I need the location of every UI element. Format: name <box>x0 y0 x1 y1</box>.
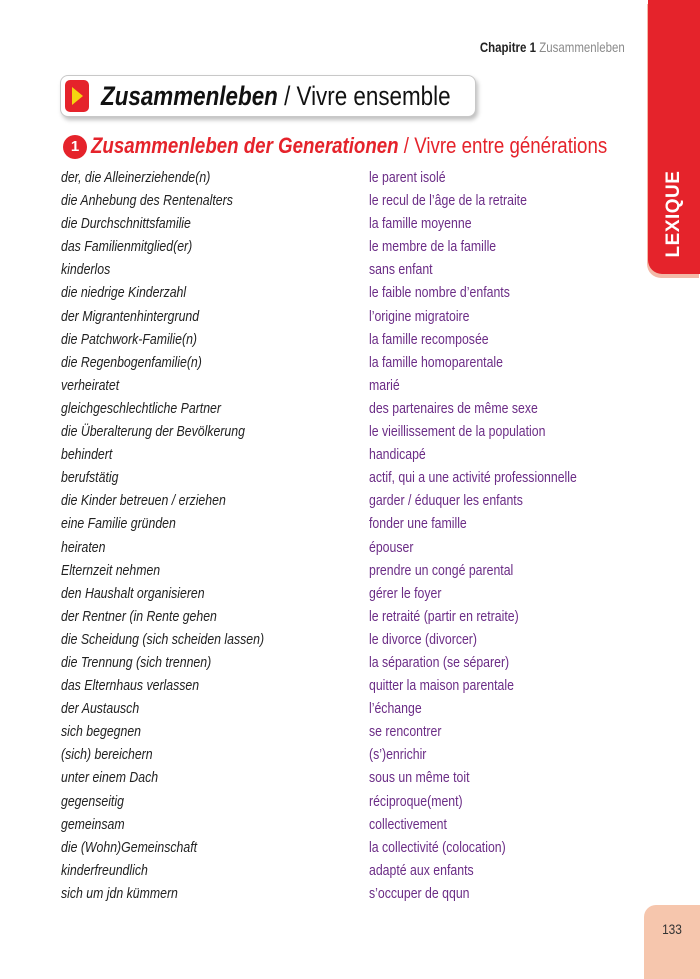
german-term: sich um jdn kümmern <box>61 884 178 902</box>
german-term: gemeinsam <box>61 815 125 833</box>
french-translation: (s’)enrichir <box>369 746 427 764</box>
german-term: gleichgeschlechtliche Partner <box>61 399 222 417</box>
vocab-row <box>0 539 640 562</box>
french-translation: adapté aux enfants <box>369 861 474 879</box>
vocab-row <box>0 423 640 446</box>
french-translation: la famille recomposée <box>369 330 489 348</box>
vocab-row <box>0 377 640 400</box>
french-translation: l’origine migratoire <box>369 307 470 325</box>
german-term: die niedrige Kinderzahl <box>61 284 187 302</box>
german-term: der Austausch <box>61 700 140 718</box>
vocab-row <box>0 308 640 331</box>
vocab-row <box>0 700 640 723</box>
french-translation: s’occuper de qqun <box>369 884 470 902</box>
german-term: das Elternhaus verlassen <box>61 677 200 695</box>
side-tab-label: LEXIQUE <box>663 170 684 258</box>
play-arrow-icon <box>65 80 89 112</box>
vocab-row <box>0 284 640 307</box>
vocab-row <box>0 400 640 423</box>
french-translation: le vieillissement de la population <box>369 423 546 441</box>
german-term: die Scheidung (sich scheiden lassen) <box>61 630 265 648</box>
section-title-french: / Vivre entre générations <box>403 133 608 158</box>
french-translation: des partenaires de même sexe <box>369 399 538 417</box>
vocab-row <box>0 192 640 215</box>
page-number: 133 <box>662 921 682 937</box>
german-term: sich begegnen <box>61 723 142 741</box>
chapter-header <box>480 39 625 55</box>
german-term: eine Familie gründen <box>61 515 176 533</box>
french-translation: l’échange <box>369 700 422 718</box>
vocab-row <box>0 746 640 769</box>
french-translation: prendre un congé parental <box>369 561 514 579</box>
french-translation: marié <box>369 376 400 394</box>
french-translation: le faible nombre d’enfants <box>369 284 510 302</box>
german-term: unter einem Dach <box>61 769 159 787</box>
french-translation: le divorce (divorcer) <box>369 630 478 648</box>
german-term: den Haushalt organisieren <box>61 584 205 602</box>
section-title-german: Zusammenleben der Generationen <box>91 133 399 158</box>
french-translation: la famille homoparentale <box>369 353 504 371</box>
vocab-row <box>0 769 640 792</box>
vocab-row <box>0 631 640 654</box>
page-number-tab <box>644 905 700 979</box>
vocab-row <box>0 608 640 631</box>
page-title-box <box>60 75 476 117</box>
vocab-row <box>0 677 640 700</box>
french-translation: collectivement <box>369 815 447 833</box>
page-title <box>101 81 451 112</box>
german-term: Elternzeit nehmen <box>61 561 161 579</box>
german-term: das Familienmitglied(er) <box>61 238 193 256</box>
page-title-french: / Vivre ensemble <box>284 81 451 111</box>
vocab-row <box>0 169 640 192</box>
french-translation: sous un même toit <box>369 769 470 787</box>
german-term: berufstätig <box>61 469 119 487</box>
vocab-row <box>0 723 640 746</box>
german-term: die Kinder betreuen / erziehen <box>61 492 226 510</box>
german-term: der, die Alleinerziehende(n) <box>61 169 211 186</box>
french-translation: le membre de la famille <box>369 238 497 256</box>
german-term: die Durchschnittsfamilie <box>61 215 191 233</box>
vocab-row <box>0 331 640 354</box>
french-translation: fonder une famille <box>369 515 467 533</box>
vocab-row <box>0 354 640 377</box>
german-term: heiraten <box>61 538 106 556</box>
german-term: der Rentner (in Rente gehen <box>61 607 217 625</box>
french-translation: se rencontrer <box>369 723 442 741</box>
vocab-row <box>0 446 640 469</box>
section-number-badge: 1 <box>63 135 87 159</box>
german-term: die Regenbogenfamilie(n) <box>61 353 202 371</box>
french-translation: épouser <box>369 538 414 556</box>
vocab-row <box>0 585 640 608</box>
vocabulary-list <box>0 169 640 908</box>
french-translation: la séparation (se séparer) <box>369 653 510 671</box>
french-translation: le recul de l’âge de la retraite <box>369 192 527 210</box>
vocab-row <box>0 862 640 885</box>
vocab-row <box>0 654 640 677</box>
french-translation: la famille moyenne <box>369 215 472 233</box>
french-translation: quitter la maison parentale <box>369 677 514 695</box>
german-term: kinderlos <box>61 261 111 279</box>
french-translation: actif, qui a une activité professionnelle <box>369 469 577 487</box>
german-term: die (Wohn)Gemeinschaft <box>61 838 198 856</box>
page-title-german: Zusammenleben <box>101 81 278 111</box>
german-term: kinderfreundlich <box>61 861 148 879</box>
french-translation: le parent isolé <box>369 169 446 186</box>
vocab-row <box>0 238 640 261</box>
french-translation: la collectivité (colocation) <box>369 838 506 856</box>
vocab-row <box>0 215 640 238</box>
french-translation: sans enfant <box>369 261 433 279</box>
lexique-side-tab <box>648 0 700 274</box>
french-translation: réciproque(ment) <box>369 792 463 810</box>
german-term: der Migrantenhintergrund <box>61 307 200 325</box>
german-term: (sich) bereichern <box>61 746 153 764</box>
vocab-row <box>0 885 640 908</box>
vocab-row <box>0 469 640 492</box>
german-term: die Überalterung der Bevölkerung <box>61 423 245 441</box>
french-translation: gérer le foyer <box>369 584 442 602</box>
section-title <box>91 133 607 159</box>
french-translation: garder / éduquer les enfants <box>369 492 523 510</box>
chapter-title: Zusammenleben <box>539 39 625 55</box>
vocab-row <box>0 839 640 862</box>
german-term: die Anhebung des Rentenalters <box>61 192 233 210</box>
vocab-row <box>0 492 640 515</box>
french-translation: le retraité (partir en retraite) <box>369 607 519 625</box>
chapter-label: Chapitre 1 <box>480 39 537 55</box>
french-translation: handicapé <box>369 446 426 464</box>
vocab-row <box>0 816 640 839</box>
vocab-row <box>0 515 640 538</box>
german-term: behindert <box>61 446 113 464</box>
german-term: die Trennung (sich trennen) <box>61 653 212 671</box>
german-term: gegenseitig <box>61 792 124 810</box>
vocab-row <box>0 261 640 284</box>
vocab-row <box>0 793 640 816</box>
german-term: verheiratet <box>61 376 120 394</box>
vocab-row <box>0 562 640 585</box>
german-term: die Patchwork-Familie(n) <box>61 330 198 348</box>
